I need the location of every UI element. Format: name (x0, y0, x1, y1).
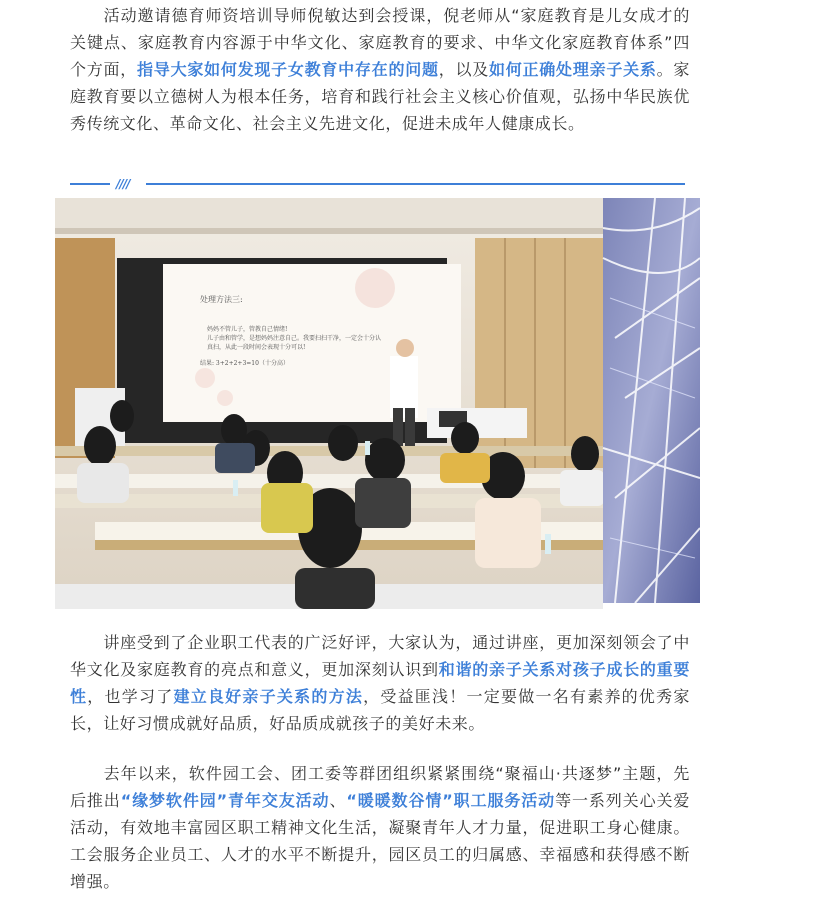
lecture-photo-drawing (55, 198, 700, 609)
divider-line-right (146, 183, 685, 185)
intro-text-2: ，以及 (438, 60, 490, 79)
activities-text-3: 等一系列关心关爱活动，有效地丰富园区职工精神文化生活，凝聚青年人才力量，促进职工身心健康。工会服务企业员工、人才的水平不断提升，园区员工的归属感、幸福感和获得感不断增强。 (70, 791, 690, 891)
slide-line-2: 儿子由和管学，是想妈妈注意自己。我要扫扫干净，一定会十分认真扫，从此一段时间会表现十分可以! (207, 335, 382, 351)
feedback-text-1: 讲座受到了企业职工代表的广泛好评，大家认为，通过讲座，更加深刻领会了中华文化及家庭教育的亮点和意义，更加深刻认识到 (70, 633, 690, 679)
feedback-highlight-2: 建立良好亲子关系的方法 (173, 687, 364, 706)
paragraph-intro (70, 2, 690, 137)
activities-highlight-1: “缘梦软件园”青年交友活动 (120, 791, 330, 810)
divider-line-left (70, 183, 110, 185)
slide-line-3: 结果: 3+2+2+3=10（十分高） (200, 360, 289, 367)
slide-line-1: 妈妈不管儿子，管教自己情绪! (207, 326, 288, 333)
activities-text-1: 去年以来，软件园工会、团工委等群团组织紧紧围绕“聚福山·共逐梦”主题，先后推出 (70, 764, 690, 810)
feedback-highlight-1: 和谐的亲子关系对孩子成长的重要性 (70, 660, 690, 706)
paragraph-feedback (70, 629, 690, 737)
divider-marks: //// (116, 177, 130, 191)
intro-highlight-1: 指导大家如何发现子女教育中存在的问题 (137, 60, 439, 79)
feedback-text-2: ，也学习了 (87, 687, 174, 706)
slide-heading: 处理方法三: (200, 295, 243, 304)
paragraph-activities (70, 760, 690, 895)
intro-text-1: 活动邀请德育师资培训导师倪敏达到会授课，倪老师从“家庭教育是儿女成才的关键点、家庭教育内容源于中华文化、家庭教育的要求、中华文化家庭教育体系”四个方面， (70, 6, 690, 79)
activities-highlight-2: “暖暖数谷情”职工服务活动 (346, 791, 556, 810)
feedback-text-3: ，受益匪浅！一定要做一名有素养的优秀家长，让好习惯成就好品质，好品质成就孩子的美好未来。 (70, 687, 690, 733)
intro-text-3: 。家庭教育要以立德树人为根本任务，培育和践行社会主义核心价值观，弘扬中华民族优秀传统文化、革命文化、社会主义先进文化，促进未成年人健康成长。 (70, 60, 690, 133)
lecture-photo (55, 198, 700, 609)
activities-text-2: 、 (329, 791, 347, 810)
intro-highlight-2: 如何正确处理亲子关系 (489, 60, 657, 79)
section-divider (70, 175, 685, 193)
